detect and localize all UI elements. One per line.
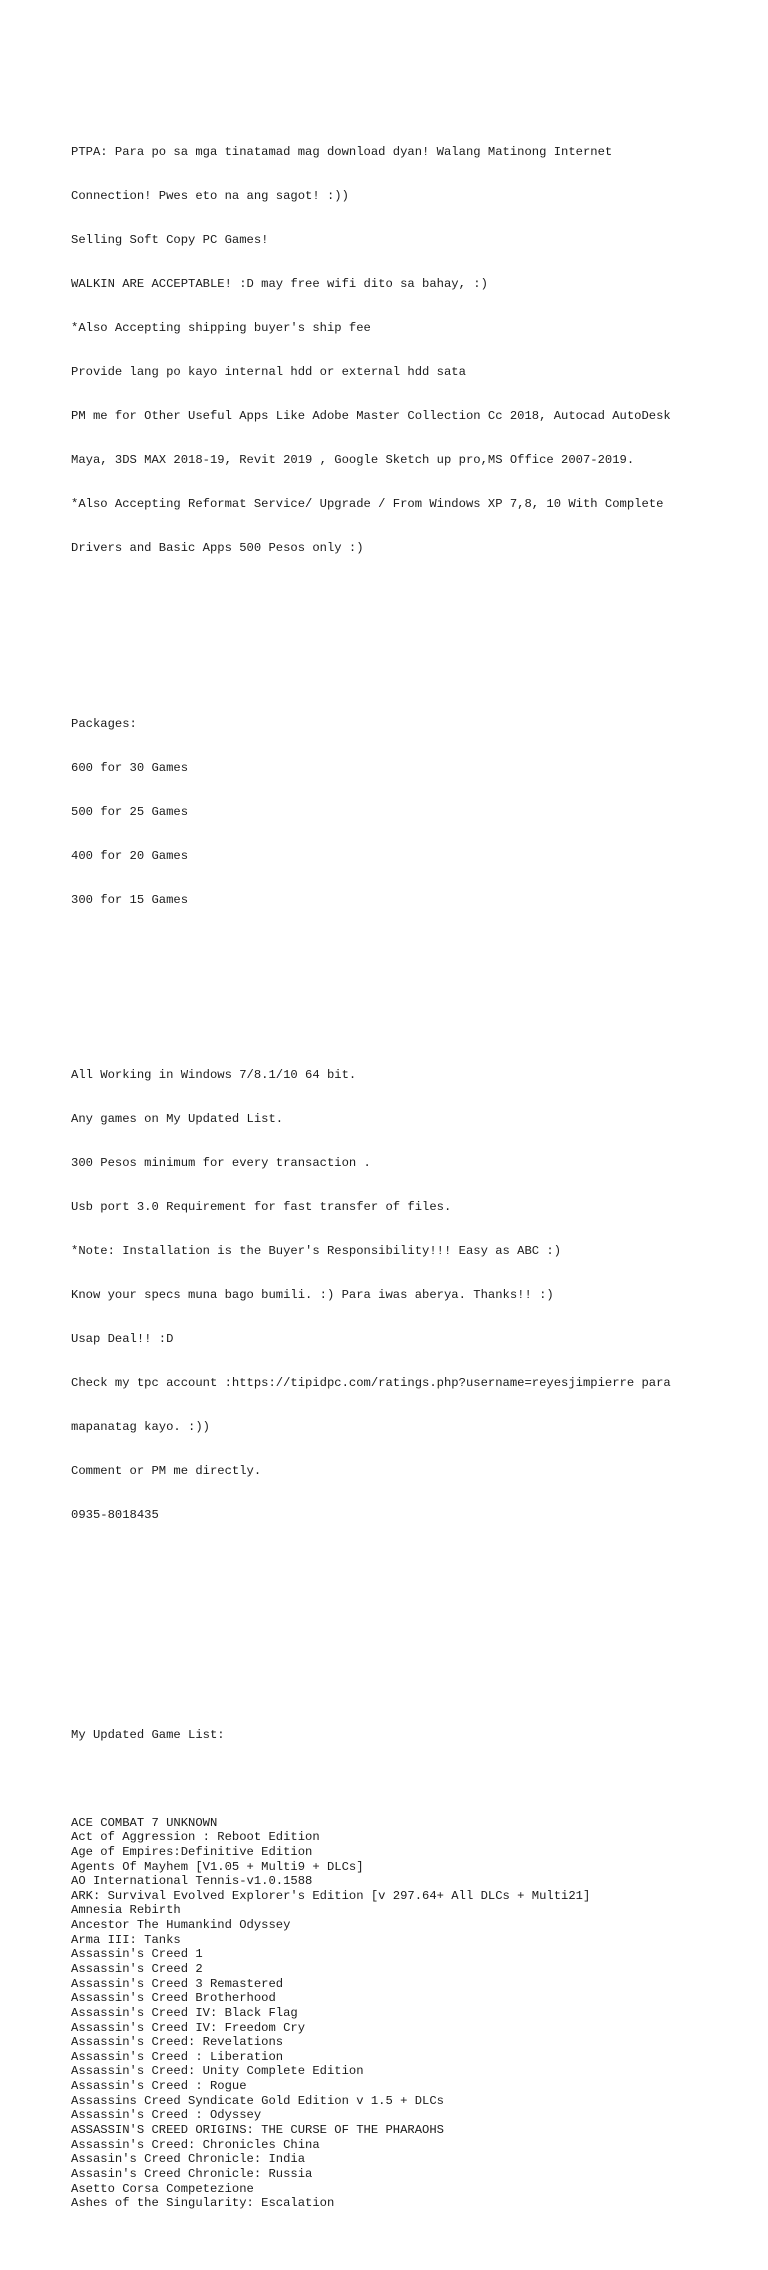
intro-line: Maya, 3DS MAX 2018-19, Revit 2019 , Google Sketch up pro,MS Office 2007-2019.	[71, 452, 635, 467]
note-line: Any games on My Updated List.	[71, 1112, 284, 1127]
spacer	[71, 1640, 751, 1655]
game-list-item: ASSASSIN'S CREED ORIGINS: THE CURSE OF THE PHARAOHS	[71, 2123, 444, 2138]
game-list-item: Asetto Corsa Competezione	[71, 2181, 254, 2196]
game-list-item: Assassin's Creed 1	[71, 1947, 203, 1962]
game-list-item: Assassin's Creed IV: Black Flag	[71, 2005, 298, 2020]
game-list-item: Assasin's Creed Chronicle: India	[71, 2152, 306, 2167]
note-line: 300 Pesos minimum for every transaction .	[71, 1156, 371, 1171]
package-item: 400 for 20 Games	[71, 848, 189, 863]
intro-section	[71, 116, 751, 585]
game-list-item: Ancestor The Humankind Odyssey	[71, 1918, 291, 1933]
game-list-item: Assassin's Creed : Liberation	[71, 2049, 284, 2064]
game-list-item: Act of Aggression : Reboot Edition	[71, 1830, 320, 1845]
intro-line: PM me for Other Useful Apps Like Adobe Master Collection Cc 2018, Autocad AutoDesk	[71, 409, 671, 423]
game-list-item: Assassin's Creed IV: Freedom Cry	[71, 2020, 306, 2035]
packages-section	[71, 687, 751, 936]
game-list-item: ACE COMBAT 7 UNKNOWN	[71, 1815, 218, 1830]
phone-number: 0935-8018435	[71, 1507, 159, 1522]
spacer	[71, 1772, 751, 1787]
game-list-item: Assassin's Creed: Revelations	[71, 2035, 284, 2050]
spacer	[71, 1596, 751, 1611]
game-list-item: Assassin's Creed Brotherhood	[71, 1991, 276, 2006]
game-list-item: Age of Empires:Definitive Edition	[71, 1844, 313, 1859]
package-item: 600 for 30 Games	[71, 760, 189, 775]
game-list-item: Assassin's Creed 2	[71, 1962, 203, 1976]
packages-heading: Packages:	[71, 716, 137, 731]
spacer	[71, 980, 751, 995]
game-list-heading: My Updated Game List:	[71, 1727, 225, 1742]
game-list-item: Amnesia Rebirth	[71, 1903, 181, 1918]
intro-line: WALKIN ARE ACCEPTABLE! :D may free wifi dito sa bahay, :)	[71, 277, 488, 292]
game-list-item: AO International Tennis-v1.0.1588	[71, 1874, 313, 1889]
note-line: Check my tpc account :https://tipidpc.com/ratings.php?username=reyesjimpierre para	[71, 1376, 671, 1391]
game-list-item: Assassin's Creed : Odyssey	[71, 2108, 262, 2123]
game-list-item: Assasin's Creed Chronicle: Russia	[71, 2166, 313, 2181]
game-list-item: Assassin's Creed: Unity Complete Edition	[71, 2064, 364, 2079]
intro-line: *Also Accepting shipping buyer's ship fee	[71, 321, 371, 336]
game-list-item: Agents Of Mayhem [V1.05 + Multi9 + DLCs]	[71, 1859, 364, 1874]
note-line: *Note: Installation is the Buyer's Responsibility!!! Easy as ABC :)	[71, 1244, 562, 1259]
intro-line: Selling Soft Copy PC Games!	[71, 233, 269, 248]
note-line: Usb port 3.0 Requirement for fast transfer of files.	[71, 1200, 452, 1215]
document-page	[71, 72, 751, 2270]
intro-line: PTPA: Para po sa mga tinatamad mag download dyan! Walang Matinong Internet	[71, 145, 613, 160]
intro-line: *Also Accepting Reformat Service/ Upgrade / From Windows XP 7,8, 10 With Complete	[71, 496, 664, 511]
intro-line: Drivers and Basic Apps 500 Pesos only :)	[71, 540, 364, 555]
note-line: All Working in Windows 7/8.1/10 64 bit.	[71, 1068, 357, 1083]
intro-line: Connection! Pwes eto na ang sagot! :))	[71, 189, 349, 204]
game-list-item: Assassins Creed Syndicate Gold Edition v 1.5 + DLCs	[71, 2093, 444, 2108]
game-list-item: Arma III: Tanks	[71, 1932, 181, 1947]
game-list-section	[71, 1698, 751, 2240]
game-list-item: Assassin's Creed : Rogue	[71, 2079, 247, 2094]
intro-line: Provide lang po kayo internal hdd or external hdd sata	[71, 365, 466, 380]
game-list-item: ARK: Survival Evolved Explorer's Edition [v 297.64+ All DLCs + Multi21]	[71, 1888, 591, 1903]
note-line: Comment or PM me directly.	[71, 1463, 262, 1478]
game-list	[71, 1816, 751, 2211]
note-line: Know your specs muna bago bumili. :) Para iwas aberya. Thanks!! :)	[71, 1288, 554, 1303]
game-list-item: Assassin's Creed: Chronicles China	[71, 2137, 320, 2152]
note-line: mapanatag kayo. :))	[71, 1419, 210, 1434]
notes-section	[71, 1039, 751, 1552]
package-item: 500 for 25 Games	[71, 804, 189, 819]
game-list-item: Ashes of the Singularity: Escalation	[71, 2196, 335, 2211]
package-item: 300 for 15 Games	[71, 892, 189, 907]
game-list-item: Assassin's Creed 3 Remastered	[71, 1976, 284, 1991]
spacer	[71, 629, 751, 644]
note-line: Usap Deal!! :D	[71, 1332, 174, 1347]
